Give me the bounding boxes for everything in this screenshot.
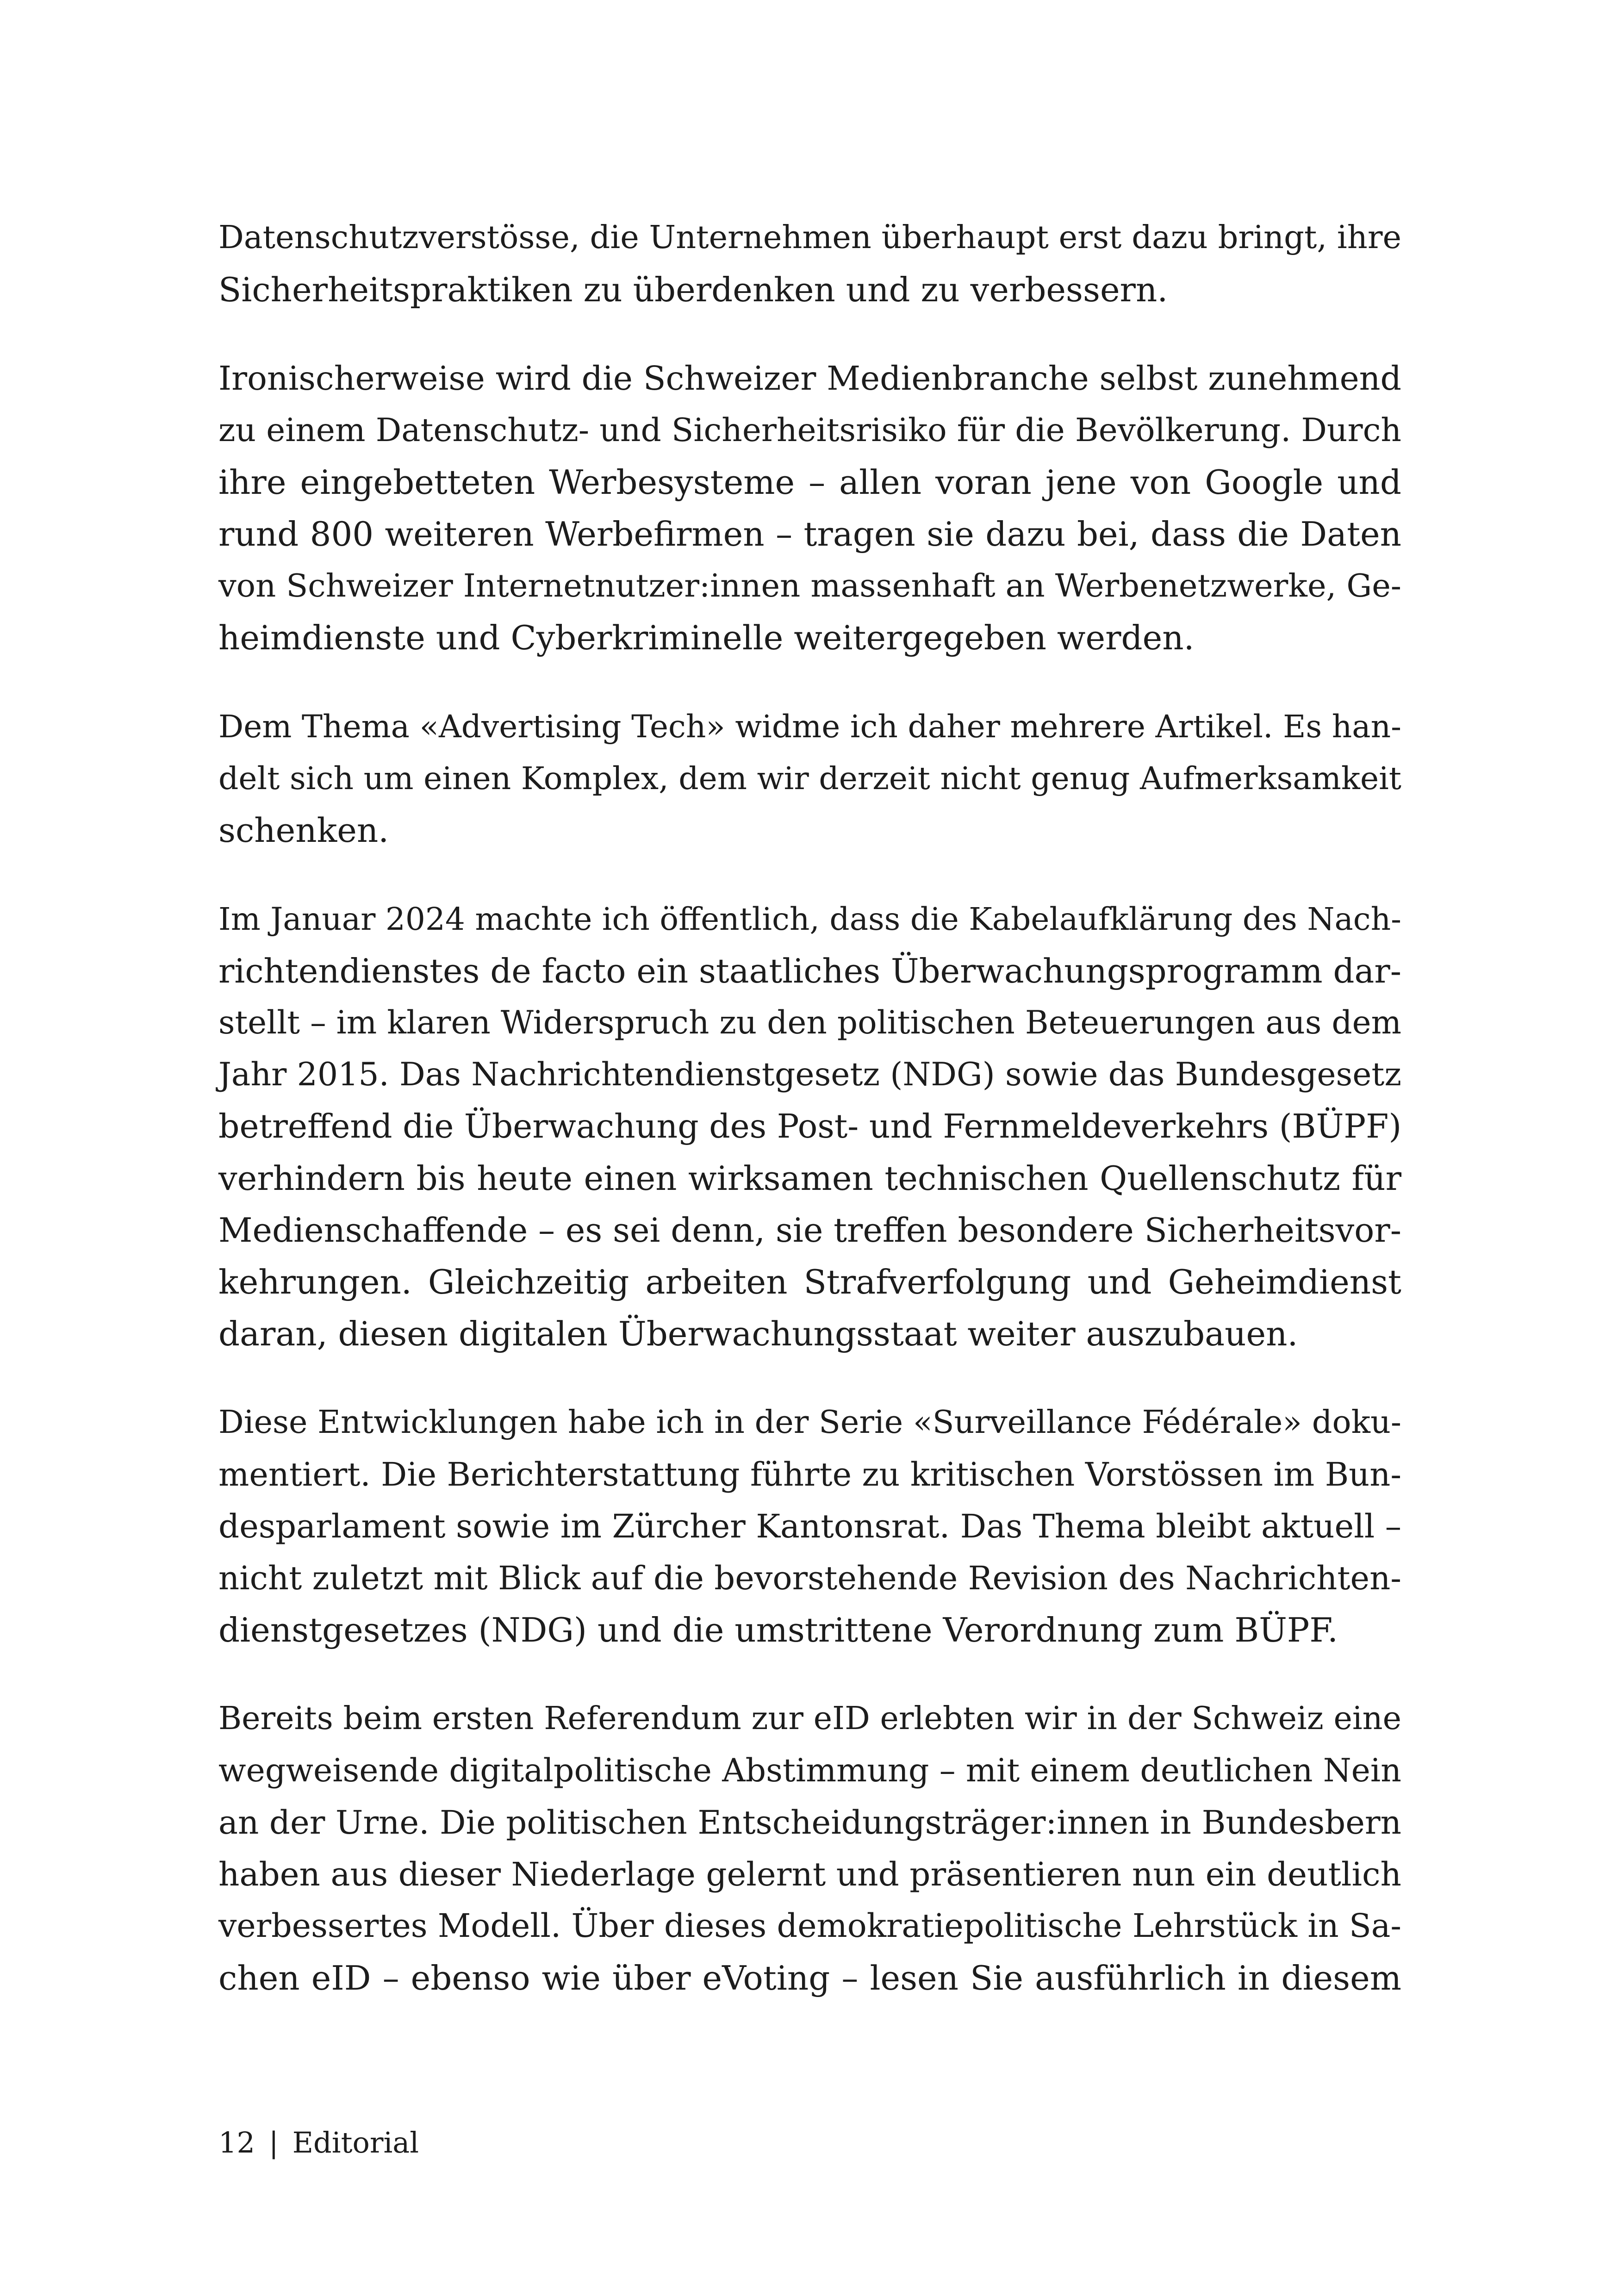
text-line: Dem Thema «Advertising Tech» widme ich daher mehrere Artikel. Es han- <box>218 708 1401 745</box>
text-line: Sicherheitspraktiken zu überdenken und zu verbessern. <box>218 270 1168 309</box>
text-line: Im Januar 2024 machte ich öffentlich, dass die Kabelaufklärung des Nach- <box>218 901 1401 937</box>
text-line: wegweisende digitalpolitische Abstimmung – mit einem deutlichen Nein <box>218 1752 1401 1789</box>
text-line: an der Urne. Die politischen Entscheidungsträger:innen in Bundesbern <box>218 1804 1401 1842</box>
text-line: Datenschutzverstösse, die Unternehmen überhaupt erst dazu bringt, ihre <box>218 219 1401 256</box>
text-line: zu einem Datenschutz- und Sicherheitsrisiko für die Bevölkerung. Durch <box>218 412 1401 449</box>
paragraph <box>218 212 1401 316</box>
text-line: Jahr 2015. Das Nachrichtendienstgesetz (NDG) sowie das Bundesgesetz <box>218 1056 1401 1093</box>
text-line: Medienschaffende – es sei denn, sie treffen besondere Sicherheitsvor- <box>218 1211 1401 1250</box>
text-line: schenken. <box>218 811 389 850</box>
text-line: stellt – im klaren Widerspruch zu den politischen Beteuerungen aus dem <box>218 1004 1401 1041</box>
text-line: daran, diesen digitalen Überwachungsstaat weiter auszubauen. <box>218 1314 1298 1353</box>
text-line: chen eID – ebenso wie über eVoting – lesen Sie ausführlich in diesem <box>218 1959 1401 1997</box>
paragraph <box>218 701 1401 856</box>
text-line: Bereits beim ersten Referendum zur eID erlebten wir in der Schweiz eine <box>218 1700 1401 1737</box>
text-line: rund 800 weiteren Werbefirmen – tragen sie dazu bei, dass die Daten <box>218 515 1401 554</box>
paragraph <box>218 893 1401 1360</box>
text-line: nicht zuletzt mit Blick auf die bevorstehende Revision des Nachrichten- <box>218 1559 1401 1597</box>
text-line: Diese Entwicklungen habe ich in der Serie «Surveillance Fédérale» doku- <box>218 1404 1401 1441</box>
section-title: Editorial <box>292 2126 419 2159</box>
text-line: delt sich um einen Komplex, dem wir derzeit nicht genug Aufmerksamkeit <box>218 760 1401 796</box>
text-line: desparlament sowie im Zürcher Kantonsrat. Das Thema bleibt aktuell – <box>218 1507 1401 1545</box>
text-line: verhindern bis heute einen wirksamen technischen Quellenschutz für <box>218 1159 1401 1198</box>
text-line: mentiert. Die Berichterstattung führte zu kritischen Vorstössen im Bun- <box>218 1456 1401 1493</box>
paragraph <box>218 353 1401 664</box>
paragraph <box>218 1693 1401 2004</box>
footer-separator: | <box>268 2126 279 2159</box>
text-line: kehrungen. Gleichzeitig arbeiten Strafverfolgung und Geheimdienst <box>218 1263 1401 1301</box>
text-line: von Schweizer Internetnutzer:innen massenhaft an Werbenetzwerke, Ge- <box>218 567 1401 604</box>
page-footer <box>218 2120 419 2166</box>
body-text <box>218 212 1401 2004</box>
paragraph <box>218 1397 1401 1656</box>
text-line: ihre eingebetteten Werbesysteme – allen voran jene von Google und <box>218 463 1401 502</box>
text-line: richtendienstes de facto ein staatliches Überwachungsprogramm dar- <box>218 952 1401 990</box>
text-line: verbessertes Modell. Über dieses demokratiepolitische Lehrstück in Sa- <box>218 1907 1401 1945</box>
text-line: dienstgesetzes (NDG) und die umstrittene Verordnung zum BÜPF. <box>218 1611 1338 1649</box>
text-line: heimdienste und Cyberkriminelle weitergegeben werden. <box>218 618 1195 657</box>
text-line: betreffend die Überwachung des Post- und Fernmeldeverkehrs (BÜPF) <box>218 1107 1402 1145</box>
page-number: 12 <box>218 2126 255 2159</box>
text-line: Ironischerweise wird die Schweizer Medienbranche selbst zunehmend <box>218 359 1401 398</box>
text-line: haben aus dieser Niederlage gelernt und präsentieren nun ein deutlich <box>218 1855 1401 1893</box>
